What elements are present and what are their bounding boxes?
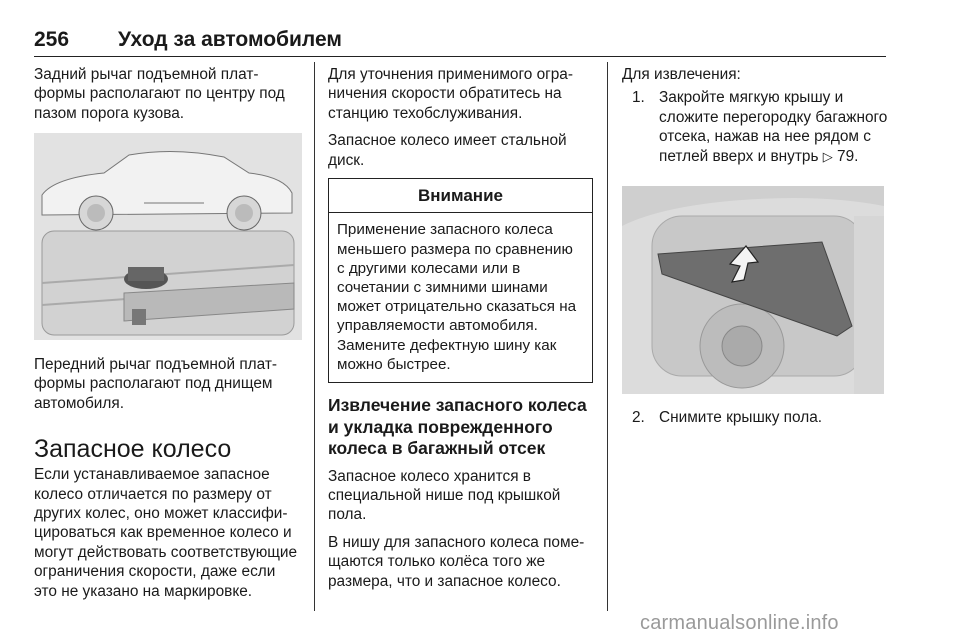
column-1-lower [34,355,302,609]
step-number: 2. [632,409,645,426]
trunk-drawing [622,186,884,394]
warning-title: Внимание [329,179,592,213]
paragraph: Задний рычаг подъемной платформы располагают по центру под пазом порога кузова. [34,66,285,122]
page-number: 256 [34,28,70,51]
step-list [622,88,890,166]
triangle-right-icon: ▷ [822,148,833,164]
paragraph: Для уточнения применимого ограничения скорости обратитесь на станцию техобслуживания. [328,66,574,122]
paragraph: Передний рычаг подъемной платформы располагают под днищем автомобиля. [34,356,278,412]
list-item [632,408,890,427]
step-list [622,408,890,427]
paragraph: Запасное колесо имеет стальной диск. [328,132,567,169]
column-divider [607,62,608,611]
step-text: Закройте мягкую крышу и сложите перегородку багажного отсека, нажав на нее рядом с петлей вверх и внутрь [659,89,888,165]
watermark[interactable]: carmanualsonline.info [640,612,839,634]
step-number: 1. [632,89,645,107]
trunk-illustration [622,186,884,394]
column-3 [622,65,890,172]
car-lift-illustration [34,133,302,340]
paragraph: Для извлечения: [622,66,741,83]
column-3-lower [622,408,890,433]
paragraph: Запасное колесо хранится в специальной нише под крышкой пола. [328,467,561,524]
warning-box [328,178,593,383]
page-reference[interactable]: 79. [837,147,859,165]
warning-text: Применение запасного колеса меньшего размера по сравнению с другими колесами или в сочетании с зимними шинами может отрицательно сказаться на управляемости автомобиля. Замените дефектную шину как можно быстрее. [337,221,577,373]
step-text: Снимите крышку пола. [659,409,823,426]
sub-section-title: Извлечение запасного колеса и укладка поврежденного колеса в багажный отсек [328,395,587,459]
column-divider [314,62,315,611]
column-2 [328,65,593,599]
section-title: Запасное колесо [34,435,232,464]
paragraph: В нишу для запасного колеса помещаются только колёса того же размера, что и запасное колесо. [328,533,585,590]
list-item [632,88,890,166]
page-title: Уход за автомобилем [118,28,342,51]
car-lift-drawing [34,133,302,340]
paragraph: Если устанавливаемое запасное колесо отличается по размеру от других колес, оно может классифицироваться как временное колесо и могут действовать соответствующие ограничения скорости, даже если это не указано на маркировке. [34,466,298,600]
page-header [34,26,886,57]
column-1 [34,65,302,131]
